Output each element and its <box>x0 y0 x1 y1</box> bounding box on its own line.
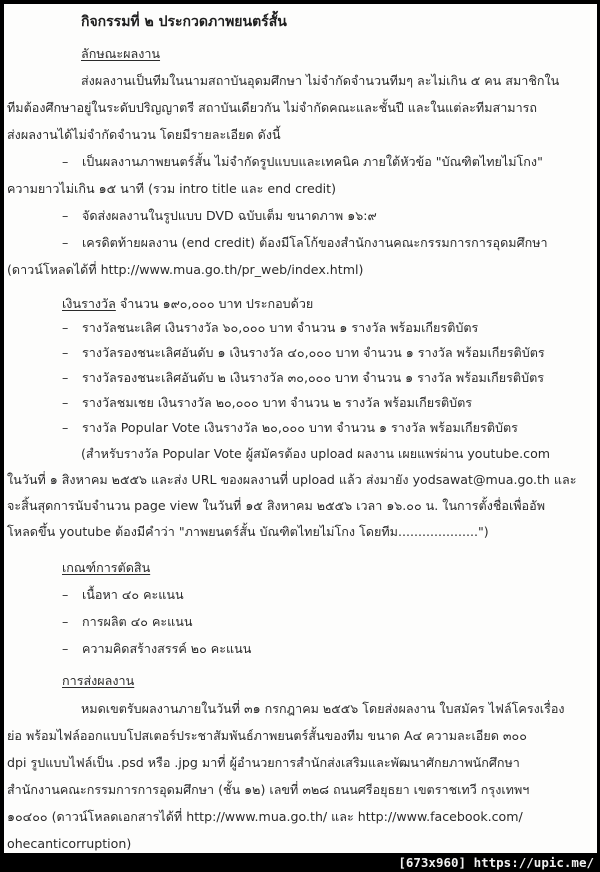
prize-note-line: (สำหรับรางวัล Popular Vote ผู้สมัครต้อง upload ผลงาน เผยแพร่ผ่าน youtube.com <box>81 446 551 461</box>
prizes-heading-line <box>62 296 313 312</box>
scanned-document-page <box>4 4 597 853</box>
document-title: กิจกรรมที่ ๒ ประกวดภาพยนตร์สั้น <box>81 14 287 30</box>
prize-item <box>62 420 518 436</box>
list-item-text: เครดิตท้ายผลงาน (end credit) ต้องมีโลโก้ของสำนักงานคณะกรรมการการอุดมศึกษา <box>82 235 548 250</box>
paragraph-line: ohecanticorruption) <box>7 836 132 851</box>
paragraph-line: หมดเขตรับผลงานภายในวันที่ ๓๑ กรกฎาคม ๒๕๕๖ โดยส่งผลงาน ใบสมัคร ไฟล์โครงเรื่อง <box>81 701 565 716</box>
prize-text: รางวัลรองชนะเลิศอันดับ ๒ เงินรางวัล ๓๐,๐๐๐ บาท จำนวน ๑ รางวัล พร้อมเกียรติบัตร <box>82 370 545 385</box>
paragraph-line: ส่งผลงานเป็นทีมในนามสถาบันอุดมศึกษา ไม่จำกัดจำนวนทีมๆ ละไม่เกิน ๕ คน สมาชิกใน <box>81 73 560 88</box>
paragraph-line: ส่งผลงานได้ไม่จำกัดจำนวน โดยมีรายละเอียด ดังนี้ <box>7 127 281 142</box>
list-item-text: เป็นผลงานภาพยนตร์สั้น ไม่จำกัดรูปแบบและเทคนิค ภายใต้หัวข้อ "บัณฑิตไทยไม่โกง" <box>82 154 543 169</box>
paragraph-line: ๑๐๔๐๐ (ดาวน์โหลดเอกสารได้ที่ http://www.mua.go.th/ และ http://www.facebook.com/ <box>7 809 523 824</box>
prize-note-line: จะสิ้นสุดการนับจำนวน page view ในวันที่ ๑๕ สิงหาคม ๒๕๕๖ เวลา ๑๖.๐๐ น. ในการตั้งชื่อเพื่ออัพ <box>7 498 545 513</box>
bullet-dash: – <box>62 395 69 410</box>
prizes-total: จำนวน ๑๙๐,๐๐๐ บาท ประกอบด้วย <box>115 296 314 311</box>
watermark-text: [673x960] https://upic.me/ <box>398 855 594 870</box>
prize-text: รางวัล Popular Vote เงินรางวัล ๒๐,๐๐๐ บาท จำนวน ๑ รางวัล พร้อมเกียรติบัตร <box>82 420 518 435</box>
prize-item <box>62 395 472 411</box>
prize-item <box>62 345 545 361</box>
paragraph-line: สำนักงานคณะกรรมการการอุดมศึกษา (ชั้น ๑๒) เลขที่ ๓๒๘ ถนนศรีอยุธยา เขตราชเทวี กรุงเทพฯ <box>7 782 530 797</box>
bullet-dash: – <box>62 370 69 385</box>
criteria-text: การผลิต ๔๐ คะแนน <box>82 614 193 629</box>
prize-text: รางวัลชนะเลิศ เงินรางวัล ๖๐,๐๐๐ บาท จำนวน ๑ รางวัล พร้อมเกียรติบัตร <box>82 320 479 335</box>
section-heading-judging: เกณฑ์การตัดสิน <box>62 560 151 575</box>
prize-text: รางวัลชมเชย เงินรางวัล ๒๐,๐๐๐ บาท จำนวน ๒ รางวัล พร้อมเกียรติบัตร <box>82 395 473 410</box>
list-item <box>62 235 548 251</box>
list-item-continuation: ความยาวไม่เกิน ๑๕ นาที (รวม intro title และ end credit) <box>7 181 337 196</box>
section-heading-submission: การส่งผลงาน <box>62 673 135 688</box>
bullet-dash: – <box>62 235 69 250</box>
section-heading-prizes: เงินรางวัล <box>62 296 116 311</box>
prize-text: รางวัลรองชนะเลิศอันดับ ๑ เงินรางวัล ๔๐,๐๐๐ บาท จำนวน ๑ รางวัล พร้อมเกียรติบัตร <box>82 345 545 360</box>
criteria-text: เนื้อหา ๔๐ คะแนน <box>82 587 184 602</box>
paragraph-line: ทีมต้องศึกษาอยู่ในระดับปริญญาตรี สถาบันเดียวกัน ไม่จำกัดคณะและชั้นปี และในแต่ละทีมสามารถ <box>7 100 538 115</box>
section-heading-characteristics: ลักษณะผลงาน <box>81 46 161 61</box>
footer-bar <box>0 853 600 872</box>
bullet-dash: – <box>62 208 69 223</box>
bullet-dash: – <box>62 154 69 169</box>
list-item <box>62 154 543 170</box>
criteria-text: ความคิดสร้างสรรค์ ๒๐ คะแนน <box>82 641 252 656</box>
prize-item <box>62 320 478 336</box>
bullet-dash: – <box>62 587 69 602</box>
list-item <box>62 208 377 224</box>
criteria-item <box>62 614 192 630</box>
prize-note-line: ในวันที่ ๑ สิงหาคม ๒๕๕๖ และส่ง URL ของผลงานที่ upload แล้ว ส่งมายัง yodsawat@mua.go.th และ <box>7 472 577 487</box>
bullet-dash: – <box>62 320 69 335</box>
list-item-text: จัดส่งผลงานในรูปแบบ DVD ฉบับเต็ม ขนาดภาพ ๑๖:๙ <box>82 208 377 223</box>
criteria-item <box>62 587 184 603</box>
list-item-continuation: (ดาวน์โหลดได้ที่ http://www.mua.go.th/pr_web/index.html) <box>7 262 364 277</box>
bullet-dash: – <box>62 345 69 360</box>
prize-note-line: โหลดขึ้น youtube ต้องมีคำว่า "ภาพยนตร์สั้น บัณฑิตไทยไม่โกง โดยทีม....................") <box>7 524 489 539</box>
paragraph-line: ย่อ พร้อมไฟล์ออกแบบโปสเตอร์ประชาสัมพันธ์ภาพยนตร์สั้นของทีม ขนาด A๔ ความละเอียด ๓๐๐ <box>7 728 527 743</box>
prize-item <box>62 370 544 386</box>
bullet-dash: – <box>62 420 69 435</box>
bullet-dash: – <box>62 641 69 656</box>
paragraph-line: dpi รูปแบบไฟล์เป็น .psd หรือ .jpg มาที่ ผู้อำนวยการสำนักส่งเสริมและพัฒนาศักยภาพนักศึกษา <box>7 755 520 770</box>
criteria-item <box>62 641 251 657</box>
bullet-dash: – <box>62 614 69 629</box>
